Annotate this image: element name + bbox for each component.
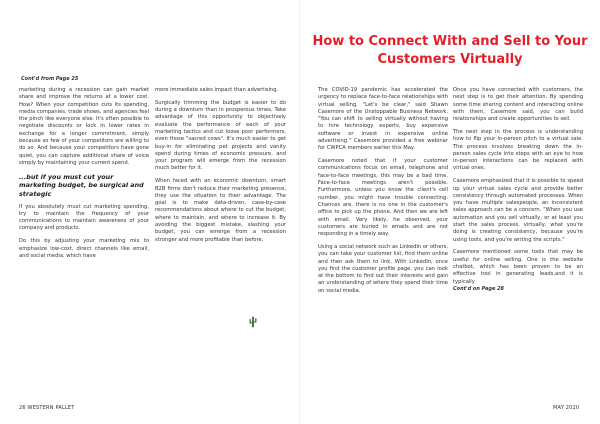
- article-column-4: [453, 87, 583, 293]
- article-column-1: [19, 87, 149, 266]
- paragraph: The next step in the process is understanding how to flip your in-person pitch to a virtual sale. The process involves breaking down the in-person sales cycle into steps with an eye to how in-person interactions can be replaced with virtual ones.: [453, 128, 583, 172]
- paragraph: more immediate sales impact than advertising.: [155, 87, 279, 93]
- page-footer-date: MAY 2020: [553, 405, 580, 411]
- continued-from-label: Cont'd from Page 25: [21, 76, 79, 82]
- continued-on-label: Cont'd on Page 28: [453, 285, 505, 292]
- paragraph: Using a social network such as LinkedIn or others, you can take your customer list, find them online and then ask them to link. With LinkedIn, once you find the customer profile page, you can look at the bottom to find out their interests and gain an understanding of where they spend their time on social media.: [318, 243, 448, 294]
- paragraph: When faced with an economic downturn, smart B2B firms don't reduce their marketing presence, they use the situation to their advantage. The goal is to make data-driven, case-by-case recommendations about where to cut the budget, where to maintain, and where to increase it. By avoiding the biggest mistake, slashing your budget, you can emerge from a recession stronger and more profitable than before.: [155, 178, 286, 243]
- paragraph: Casemore emphasized that it is possible to speed up your virtual sales cycle and provide better consistency through automated processes. When you have multiple salespeople, an inconsistent sales approach can be a concern. "When you use automation and you sell virtually, or at least you start the sales process, virtually, what you're doing is creating consistency, because you're using tools, and you're writing the scripts.": [453, 178, 583, 243]
- article-column-2: [155, 87, 286, 249]
- paragraph: marketing during a recession can gain market share and improve the returns at a lower cost. How? When your competition cuts its spending, media companies, trade shows, and agencies feel the pinch like everyone else. It's often possible to negotiate discounts or lock in lower rates in exchange for a longer commitment, simply because so few of your competitors are willing to do so. And because your competitors have gone quiet, you can capture additional share of voice simply by maintaining your current spend.: [19, 87, 150, 166]
- paragraph: Surgically trimming the budget is easier to do during a downturn than in prosperous times. Take advantage of this opportunity to objectively evaluate the performance of each of your marketing tactics and cut loose poor performers, even those "sacred cows". It's much easier to get buy-in for eliminating pet projects and vanity spend during times of economic pressure, and your program will emerge from the recession much better for it.: [155, 99, 286, 172]
- paragraph: Once you have connected with customers, the next step is to get their attention. By spending some time sharing content and interacting online with them, Casemore said, you can build relationships and create opportunities to sell.: [453, 87, 583, 123]
- paragraph: Do this by adjusting your marketing mix to emphasize low-cost, direct channels like email, and social media, which have: [19, 238, 149, 259]
- paragraph: If you absolutely must cut marketing spending, try to maintain the frequency of your communications to maintain awareness of your company and products.: [19, 203, 149, 232]
- paragraph: The COVID-19 pandemic has accelerated the urgency to replace face-to-face relationships with virtual selling. "Let's be clear," said Shawn Casemore of the Unstoppable Business Network. "You can shift to selling virtually without having to hire technology experts, buy expensive software or invest in expensive online advertising." Casemore provided a free webinar for CWPCA members earlier this May.: [318, 87, 448, 152]
- subheading: ...but if you must cut your marketing budget, be surgical and strategic: [19, 172, 144, 198]
- paragraph-text: Casemore mentioned some tools that may be useful for online selling. One is the website chatbot, which has been proven to be an effective tool in generating leads,and it is typically: [453, 249, 583, 285]
- article-column-3: [318, 87, 448, 301]
- paragraph: [453, 249, 583, 293]
- paragraph: Casemore noted that if your customer communications focus on email, telephone and face-to-face meetings, this may be a bad time. Face-to-face meetings aren't possible. Furthermore, unless you know the client's cell number, you might have trouble connecting. Chances are, there is no one in the customer's office to pick up the phone. And then we are left with email. Very likely, he observed, your customers are buried in emails and are not responding in a timely way.: [318, 158, 448, 238]
- page-footer-folio: 26 WESTERN PALLET: [19, 405, 75, 411]
- cactus-icon: [249, 316, 257, 328]
- article-headline: How to Connect With and Sell to Your Customers Virtually: [312, 34, 588, 67]
